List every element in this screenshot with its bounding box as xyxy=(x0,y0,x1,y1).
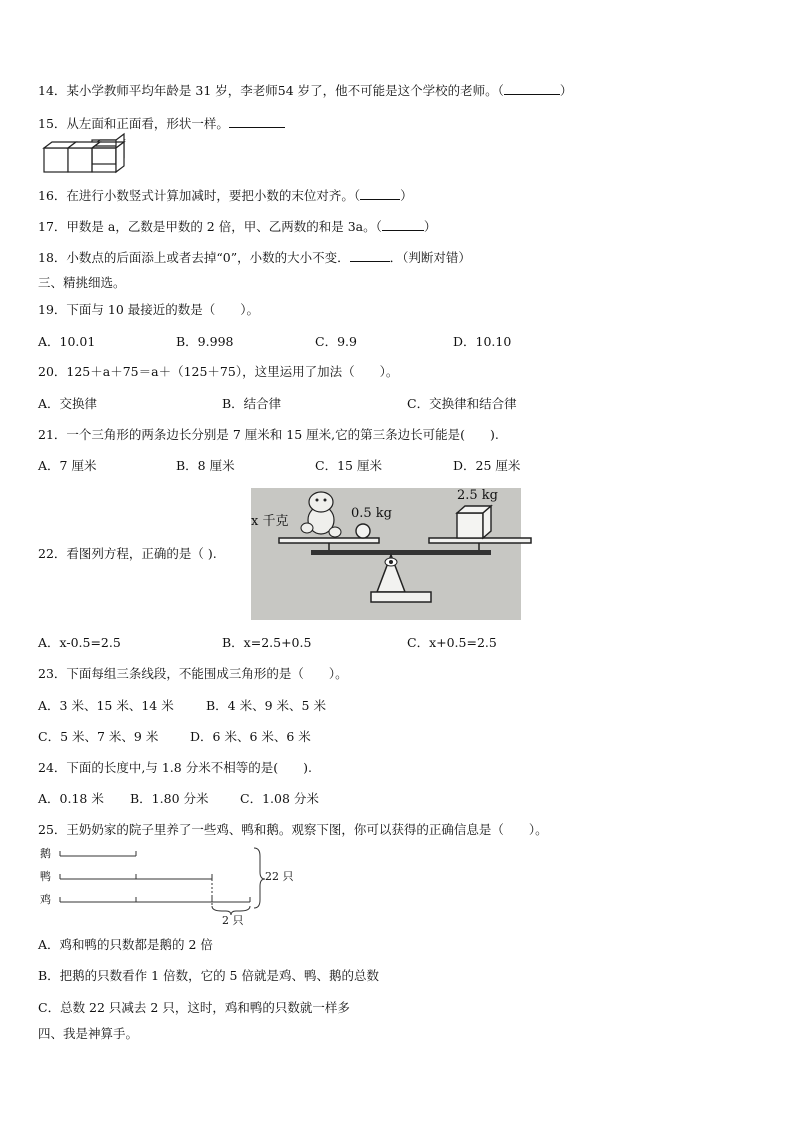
option-d[interactable]: D．25 厘米 xyxy=(453,458,521,473)
question-19 xyxy=(38,301,259,319)
option-b[interactable]: B．结合律 xyxy=(222,396,282,411)
question-number: 18． xyxy=(38,250,67,265)
option-a[interactable]: A．鸡和鸭的只数都是鹅的 2 倍 xyxy=(38,937,213,952)
ball-weight-label: 0.5 kg xyxy=(351,506,393,521)
box-weight-label: 2.5 kg xyxy=(457,488,499,503)
section-4-heading: 四、我是神算手。 xyxy=(38,1026,139,1041)
balance-scale-photo xyxy=(251,488,521,620)
question-25 xyxy=(38,821,548,839)
option-d[interactable]: D．10.10 xyxy=(453,334,512,349)
question-23 xyxy=(38,665,348,683)
row-label-goose: 鹅 xyxy=(40,847,51,860)
answer-blank[interactable] xyxy=(382,218,424,231)
question-24 xyxy=(38,759,312,777)
question-text: 看图列方程，正确的是（ ). xyxy=(66,546,217,561)
option-c[interactable]: C．1.08 分米 xyxy=(240,791,319,806)
question-17: 17．甲数是 a，乙数是甲数的 2 倍，甲、乙两数的和是 3a。（ ） xyxy=(38,219,437,234)
question-22 xyxy=(38,545,217,563)
question-text: 在进行小数竖式计算加减时，要把小数的末位对齐。（ xyxy=(66,188,361,203)
option-a[interactable]: A．10.01 xyxy=(38,334,96,349)
question-text: 下面与 10 最接近的数是（ ）。 xyxy=(66,302,260,317)
option-a[interactable]: A．交换律 xyxy=(38,396,98,411)
section-3-heading: 三、精挑细选。 xyxy=(38,275,126,290)
question-number: 14． xyxy=(38,83,67,98)
option-b[interactable]: B．把鹅的只数看作 1 倍数，它的 5 倍就是鸡、鸭、鹅的总数 xyxy=(38,968,379,983)
question-number: 24． xyxy=(38,760,67,775)
option-a[interactable]: A．3 米、15 米、14 米 xyxy=(38,698,174,713)
option-b[interactable]: B．4 米、9 米、5 米 xyxy=(206,698,326,713)
option-b[interactable]: B．x=2.5+0.5 xyxy=(222,635,312,650)
question-number: 21． xyxy=(38,427,67,442)
question-text: 甲数是 a，乙数是甲数的 2 倍，甲、乙两数的和是 3a。（ xyxy=(66,219,382,234)
option-c[interactable]: C．5 米、7 米、9 米 xyxy=(38,729,159,744)
question-text: 某小学教师平均年龄是 31 岁，李老师54 岁了，他不可能是这个学校的老师。（ xyxy=(66,83,504,98)
question-text: 下面的长度中,与 1.8 分米不相等的是( ). xyxy=(66,760,312,775)
question-number: 25． xyxy=(38,822,67,837)
question-text: 一个三角形的两条边长分别是 7 厘米和 15 厘米,它的第三条边长可能是( ). xyxy=(66,427,499,442)
answer-blank[interactable] xyxy=(504,82,560,95)
question-20 xyxy=(38,363,398,381)
row-label-chicken: 鸡 xyxy=(40,893,51,906)
question-18: 18．小数点的后面添上或者去掉“0”，小数的大小不变． ．（判断对错） xyxy=(38,250,471,265)
question-text: 从左面和正面看，形状一样。 xyxy=(66,116,229,131)
question-number: 23． xyxy=(38,666,67,681)
option-a[interactable]: A．0.18 米 xyxy=(38,791,104,806)
cube-figure xyxy=(42,138,126,178)
question-number: 20． xyxy=(38,364,67,379)
option-c[interactable]: C．15 厘米 xyxy=(315,458,382,473)
option-c[interactable]: C．x+0.5=2.5 xyxy=(407,635,497,650)
question-number: 16． xyxy=(38,188,67,203)
option-a[interactable]: A．7 厘米 xyxy=(38,458,97,473)
option-c[interactable]: C．交换律和结合律 xyxy=(407,396,517,411)
question-number: 15． xyxy=(38,116,67,131)
extra-label: 2 只 xyxy=(222,914,244,927)
question-text: 小数点的后面添上或者去掉“0”，小数的大小不变． xyxy=(66,250,350,265)
answer-blank[interactable] xyxy=(360,187,400,200)
question-15 xyxy=(38,115,285,133)
unknown-weight-label: x 千克 xyxy=(251,514,289,529)
question-text: 下面每组三条线段，不能围成三角形的是（ ）。 xyxy=(66,666,348,681)
option-c[interactable]: C．总数 22 只减去 2 只，这时，鸡和鸭的只数就一样多 xyxy=(38,1000,350,1015)
question-16: 16．在进行小数竖式计算加减时，要把小数的末位对齐。（ ） xyxy=(38,188,413,203)
option-c[interactable]: C．9.9 xyxy=(315,334,357,349)
question-text: 125＋a＋75＝a＋（125＋75），这里运用了加法（ ）。 xyxy=(66,364,399,379)
option-b[interactable]: B．9.998 xyxy=(176,334,234,349)
answer-blank[interactable] xyxy=(229,115,285,128)
question-number: 17． xyxy=(38,219,67,234)
question-number: 22． xyxy=(38,546,67,561)
option-d[interactable]: D．6 米、6 米、6 米 xyxy=(190,729,311,744)
question-number: 19． xyxy=(38,302,67,317)
answer-blank[interactable] xyxy=(350,249,390,262)
option-a[interactable]: A．x-0.5=2.5 xyxy=(38,635,121,650)
total-label: 22 只 xyxy=(265,870,294,883)
option-b[interactable]: B．1.80 分米 xyxy=(130,791,209,806)
question-21 xyxy=(38,426,499,444)
row-label-duck: 鸭 xyxy=(40,870,51,883)
option-b[interactable]: B．8 厘米 xyxy=(176,458,235,473)
question-14: 14．某小学教师平均年龄是 31 岁，李老师54 岁了，他不可能是这个学校的老师。（ ） xyxy=(38,83,573,98)
question-text: 王奶奶家的院子里养了一些鸡、鸭和鹅。观察下图，你可以获得的正确信息是（ ）。 xyxy=(66,822,548,837)
